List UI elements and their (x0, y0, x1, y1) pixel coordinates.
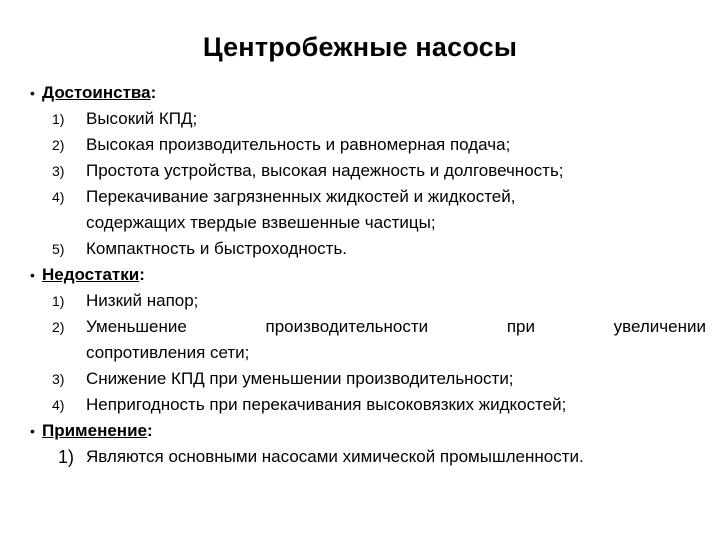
item-number: 3) (52, 371, 65, 387)
item-number: 4) (52, 397, 65, 413)
item-text: Простота устройства, высокая надежность и долговечность; (86, 161, 564, 180)
section-application (0, 418, 720, 444)
item-number: 2) (52, 319, 65, 335)
list-item (0, 392, 720, 418)
item-text: Высокий КПД; (86, 109, 198, 128)
list-item (0, 132, 720, 158)
heading-colon: : (139, 265, 145, 284)
item-text: Непригодность при перекачивания высоковязких жидкостей; (86, 395, 567, 414)
item-number: 3) (52, 163, 65, 179)
item-text-continuation: сопротивления сети; (86, 343, 250, 362)
list-item (0, 366, 720, 392)
bullet-icon: • (30, 423, 35, 439)
item-text: Высокая производительность и равномерная подача; (86, 135, 511, 154)
item-number: 1) (52, 111, 65, 127)
item-text: Снижение КПД при уменьшении производительности; (86, 369, 514, 388)
item-text: Являются основными насосами химической промышленности. (86, 447, 584, 466)
item-number: 5) (52, 241, 65, 257)
list-item (0, 184, 720, 236)
section-heading: Достоинства (42, 83, 151, 102)
item-number: 4) (52, 189, 65, 205)
section-advantages (0, 80, 720, 106)
list-item (0, 314, 720, 366)
section-disadvantages (0, 262, 720, 288)
item-text: Низкий напор; (86, 291, 199, 310)
heading-colon: : (150, 83, 157, 102)
list-item (0, 288, 720, 314)
item-word: Уменьшение (86, 317, 187, 336)
bullet-icon: • (30, 267, 35, 283)
item-word: при (506, 317, 535, 336)
item-number: 2) (52, 137, 65, 153)
item-number: 1) (52, 293, 65, 309)
item-number: 1) (58, 447, 75, 467)
list-item (0, 106, 720, 132)
item-word: увеличении (613, 317, 706, 336)
item-word: производительности (265, 317, 429, 336)
justified-line (86, 314, 706, 340)
bullet-icon: • (30, 85, 35, 101)
list-item (0, 444, 720, 470)
item-text: Перекачивание загрязненных жидкостей и жидкостей, содержащих твердые взвешенные частицы; (86, 187, 516, 232)
section-heading: Применение (42, 421, 147, 440)
list-item (0, 158, 720, 184)
list-item (0, 236, 720, 262)
slide-content (0, 80, 720, 470)
heading-colon: : (146, 421, 153, 440)
item-text: Компактность и быстроходность. (86, 239, 348, 258)
section-heading: Недостатки (42, 265, 140, 284)
page-title: Центробежные насосы (202, 32, 518, 62)
